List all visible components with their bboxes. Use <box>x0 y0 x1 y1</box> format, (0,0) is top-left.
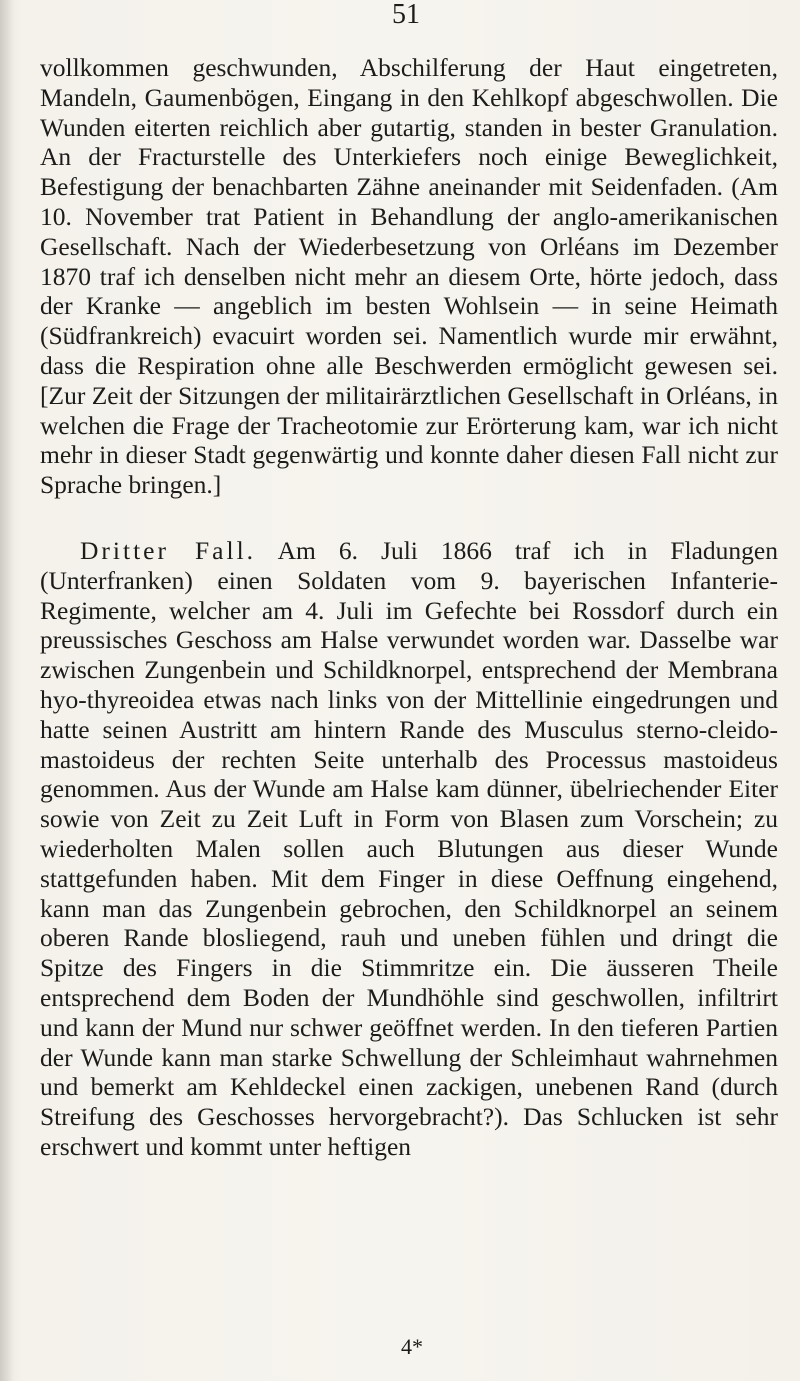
case-heading: Dritter Fall. <box>80 535 257 565</box>
paragraph-1: vollkommen geschwunden, Abschilferung der Haut eingetreten, Mandeln, Gaumenbögen, Eingang in den Kehlkopf abgeschwollen. Die Wunden eiterten reichlich aber gutartig, standen in bester Granulation. An der Fracturstelle des Unterkiefers noch einige Beweglichkeit, Befestigung der benachbarten Zähne aneinander mit Seidenfaden. (Am 10. November trat Patient in Behandlung der anglo-amerikanischen Gesellschaft. Nach der Wiederbesetzung von Orléans im Dezember 1870 traf ich denselben nicht mehr an diesem Orte, hörte jedoch, dass der Kranke — angeblich im besten Wohlsein — in seine Heimath (Südfrankreich) evacuirt worden sei. Namentlich wurde mir erwähnt, dass die Respiration ohne alle Beschwerden ermöglicht gewesen sei. [Zur Zeit der Sitzungen der militairärztlichen Gesellschaft in Orléans, in welchen die Frage der Tracheotomie zur Erörterung kam, war ich nicht mehr in dieser Stadt gegenwärtig und konnte daher diesen Fall nicht zur Sprache bringen.] <box>40 53 778 500</box>
body-text <box>40 53 778 1162</box>
paragraph-2 <box>40 536 778 1162</box>
page-gutter-shadow <box>0 0 14 1381</box>
signature-mark: 4* <box>401 1334 423 1359</box>
page-number: 51 <box>392 0 420 30</box>
paragraph-2-text: Am 6. Juli 1866 traf ich in Fladungen (Unterfranken) einen Soldaten vom 9. bayerischen Infanterie-Regimente, welcher am 4. Juli im Gefechte bei Rossdorf durch ein preussisches Geschoss am Halse verwundet worden war. Dasselbe war zwischen Zungenbein und Schildknorpel, entsprechend der Membrana hyo-thyreoidea etwas nach links von der Mittellinie eingedrungen und hatte seinen Austritt am hintern Rande des Musculus sterno-cleido-mastoideus der rechten Seite unterhalb des Processus mastoideus genommen. Aus der Wunde am Halse kam dünner, übelriechender Eiter sowie von Zeit zu Zeit Luft in Form von Blasen zum Vorschein; zu wiederholten Malen sollen auch Blutungen aus dieser Wunde stattgefunden haben. Mit dem Finger in diese Oeffnung eingehend, kann man das Zungenbein gebrochen, den Schildknorpel an seinem oberen Rande blosliegend, rauh und uneben fühlen und dringt die Spitze des Fingers in die Stimmritze ein. Die äusseren Theile entsprechend dem Boden der Mundhöhle sind geschwollen, infiltrirt und kann der Mund nur schwer geöffnet werden. In den tieferen Partien der Wunde kann man starke Schwellung der Schleimhaut wahrnehmen und bemerkt am Kehldeckel einen zackigen, unebenen Rand (durch Streifung des Geschosses hervorgebracht?). Das Schlucken ist sehr erschwert und kommt unter heftigen <box>40 535 778 1161</box>
